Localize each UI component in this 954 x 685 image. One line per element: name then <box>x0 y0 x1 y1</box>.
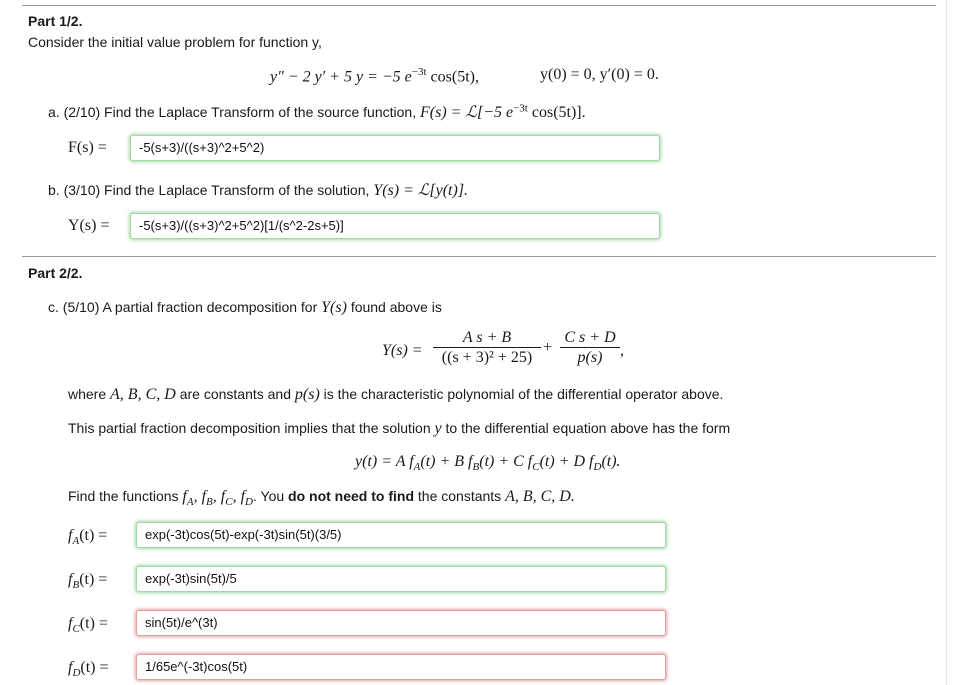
question-b-text: b. (3/10) Find the Laplace Transform of the solution, Y(s) = ℒ[y(t)]. <box>48 182 469 199</box>
question-c-text: c. (5/10) A partial fraction decomposition for Y(s) found above is <box>48 299 442 316</box>
answer-b-label: Y(s) = <box>68 217 110 234</box>
initial-conditions: y(0) = 0, y′(0) = 0. <box>540 66 659 83</box>
solution-form: y(t) = A $f_A(t) + B$ $f_B(t) + C$ $f_C(t) + D$ $f_D(t)$. <box>355 453 621 474</box>
answer-b-input[interactable]: -5(s+3)/((s+3)^2+5^2)[1/(s^2-2s+5)] <box>130 213 660 239</box>
decomp-comma: , <box>620 342 624 359</box>
part-divider <box>22 256 936 257</box>
part1-intro: Consider the initial value problem for function y, <box>28 34 322 50</box>
where-text: where A, B, C, D are constants and p(s) is the characteristic polynomial of the differential operator above. <box>68 386 724 403</box>
question-a-text: a. (2/10) Find the Laplace Transform of the source function, F(s) = ℒ[−5 $e^{-3t}$ cos(5t)]. <box>48 102 586 121</box>
part2-title: Part 2/2. <box>28 265 83 281</box>
ode-equation: y″ − 2 y′ + 5 y = −5 $e^{-3t}$ cos(5t), <box>270 66 479 86</box>
fB-input[interactable]: exp(-3t)sin(5t)/5 <box>136 566 666 592</box>
fC-label: $f_C(t)$ = <box>68 615 108 636</box>
fA-label: $f_A(t)$ = <box>68 527 108 548</box>
fB-label: $f_B(t)$ = <box>68 571 108 592</box>
fA-input[interactable]: exp(-3t)cos(5t)-exp(-3t)sin(5t)(3/5) <box>136 522 666 548</box>
answer-a-label: F(s) = <box>68 139 107 156</box>
fD-label: $f_D(t)$ = <box>68 659 109 680</box>
plus-sign: + <box>543 339 553 356</box>
fraction-2: $\frac{\text{C s + D}}{p(s)}$ <box>560 329 620 367</box>
find-text: Find the functions $f_A$, $f_B$, $f_C$, $f_D$. You do not need to find the constants A, B, C, D. <box>68 488 575 509</box>
part1-title: Part 1/2. <box>28 13 83 29</box>
implies-text: This partial fraction decomposition implies that the solution y to the differential equation above has the form <box>68 420 731 437</box>
fC-input[interactable]: sin(5t)/e^(3t) <box>136 610 666 636</box>
answer-a-input[interactable]: -5(s+3)/((s+3)^2+5^2) <box>130 135 660 161</box>
fraction-1: $\frac{\text{A s + B}}{\text{((s + 3)² + 25)}}$ <box>433 329 541 367</box>
decomp-lhs: Y(s) = <box>382 342 423 359</box>
fD-input[interactable]: 1/65e^(-3t)cos(5t) <box>136 654 666 680</box>
top-divider <box>22 5 936 6</box>
